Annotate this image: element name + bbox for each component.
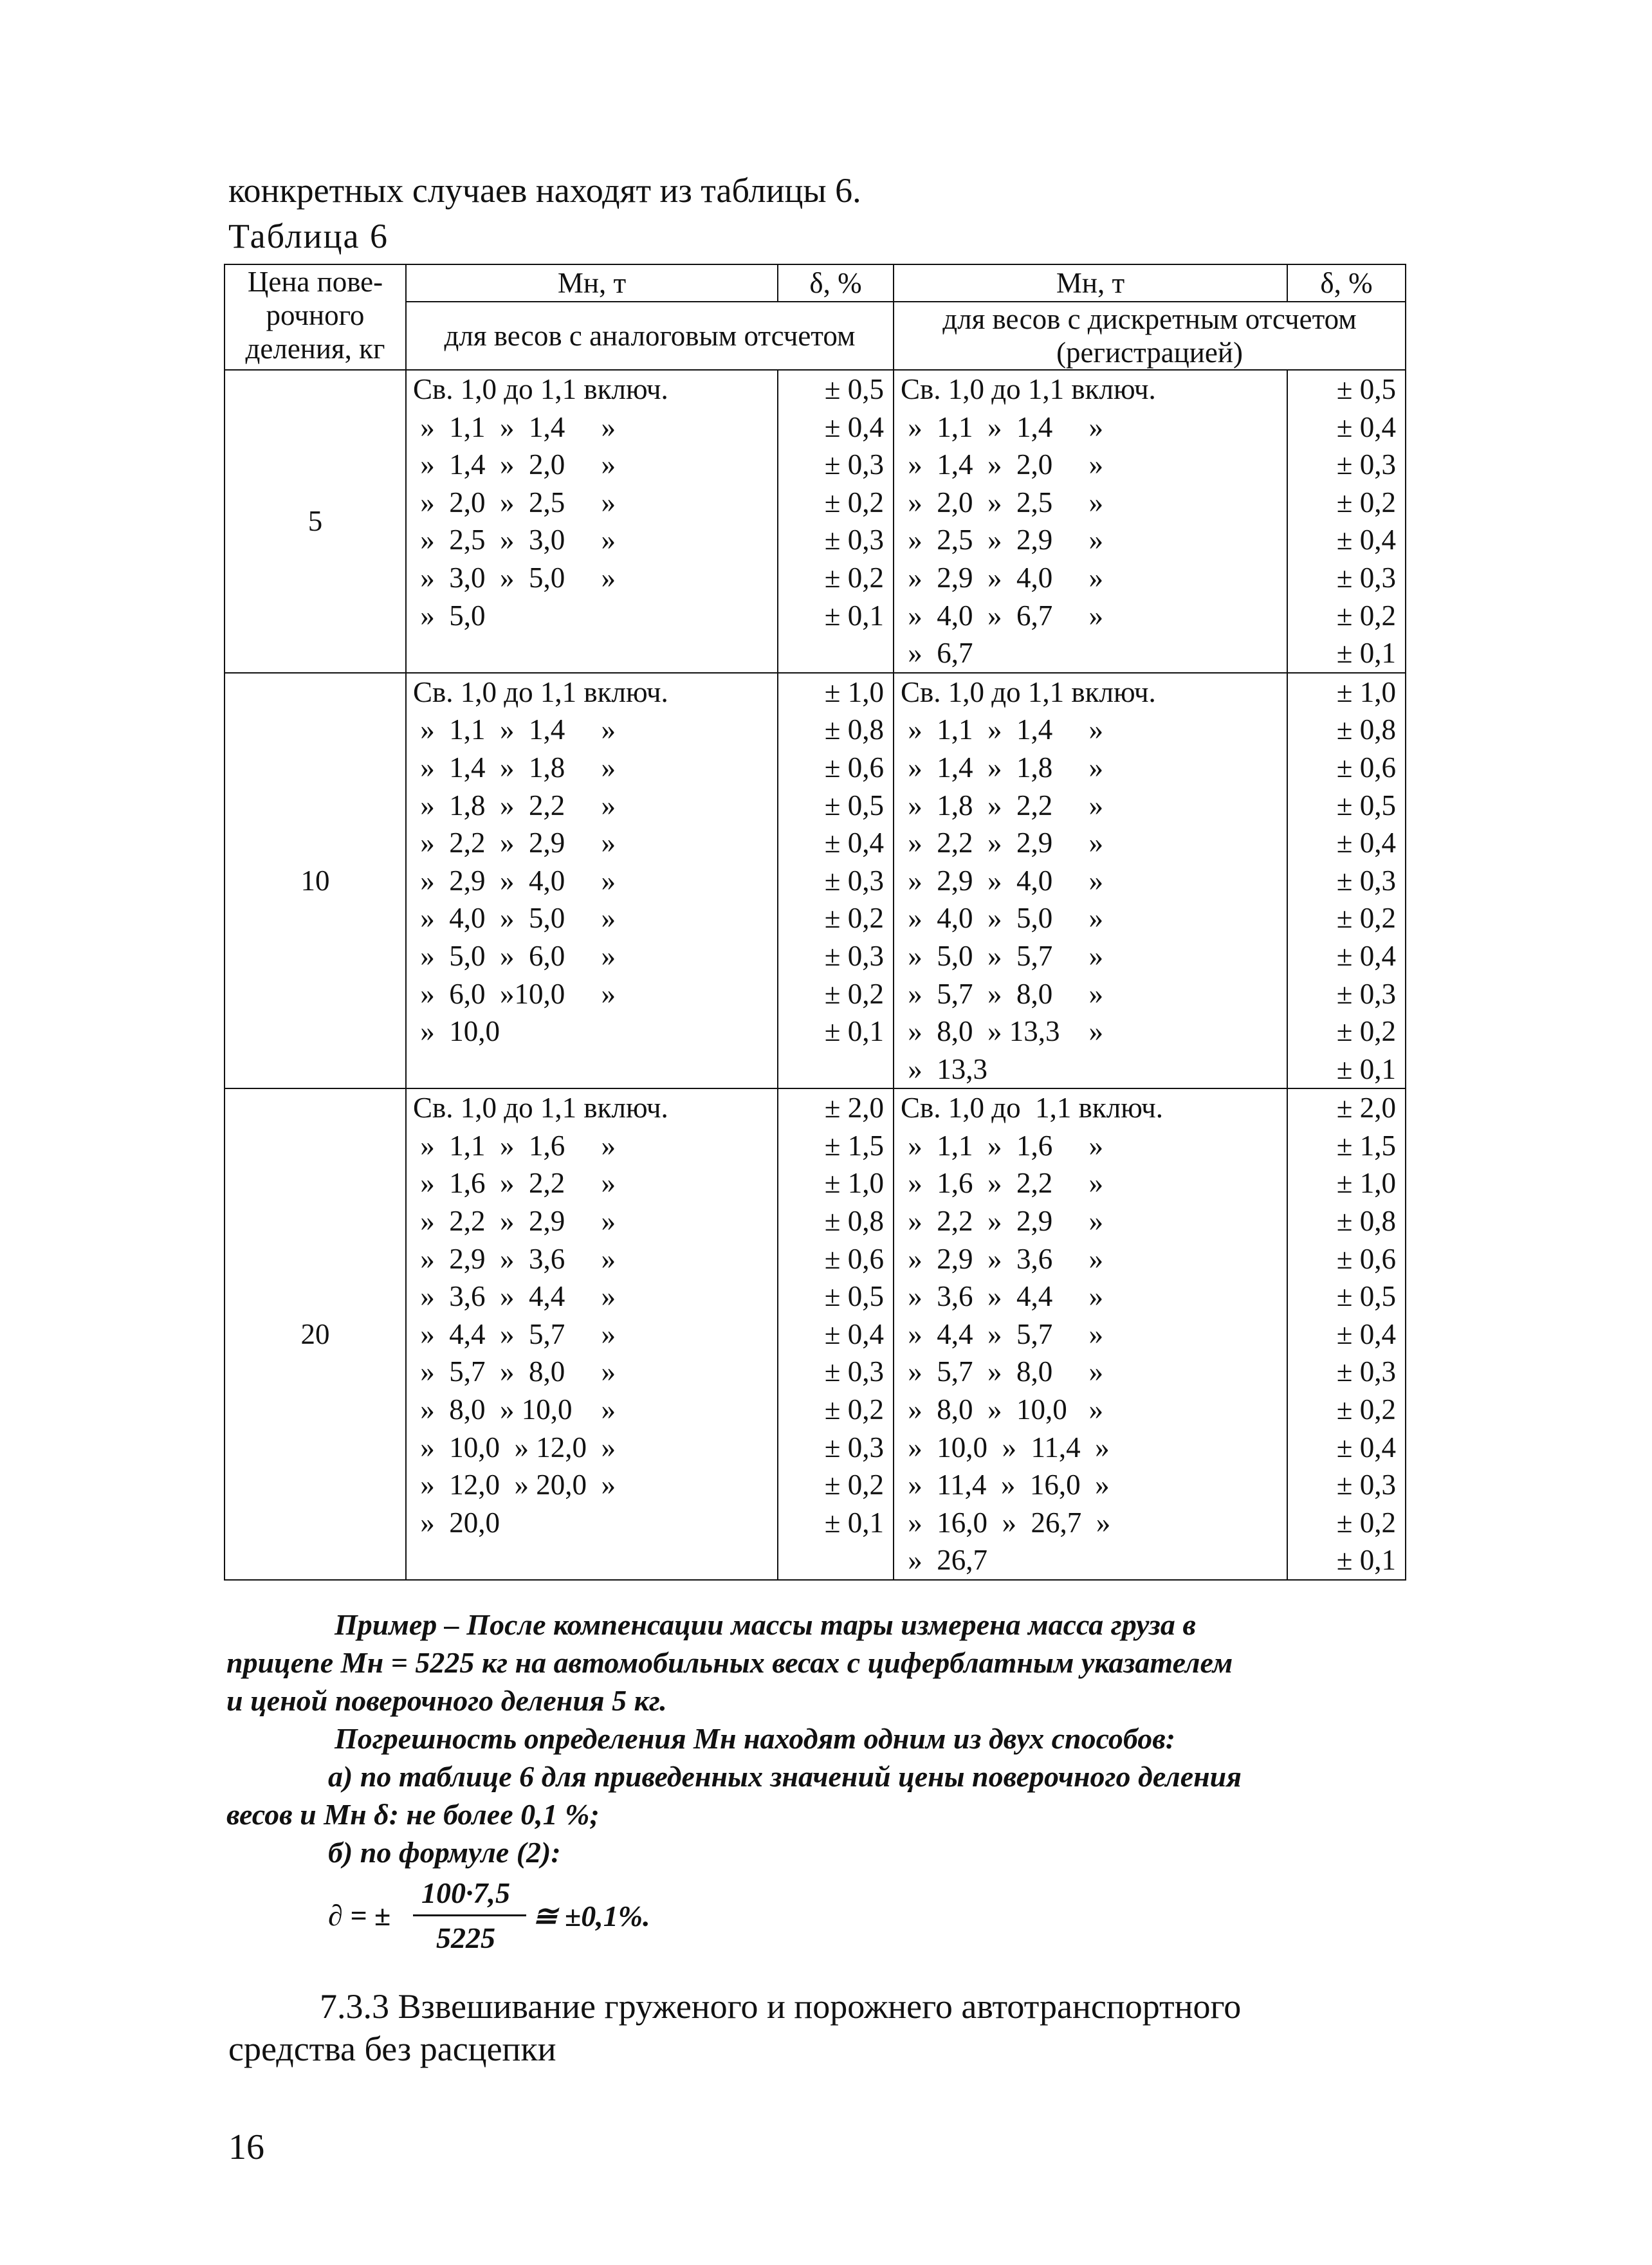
cell-line: ± 0,2 xyxy=(1336,1506,1396,1539)
cell-line: » 6,0 »10,0 » xyxy=(413,977,616,1010)
cell-line: » 13,3 xyxy=(901,1052,987,1085)
cell-line: ± 0,1 xyxy=(824,1506,884,1539)
cell-line: » 1,8 » 2,2 » xyxy=(413,789,616,821)
cell-line: » 4,4 » 5,7 » xyxy=(901,1317,1103,1350)
cell-line: ± 0,5 xyxy=(1336,789,1396,821)
cell-line: ± 0,1 xyxy=(1336,637,1396,670)
cell-line: ± 1,0 xyxy=(1336,675,1396,708)
header-cena-label: Цена пове- рочного деления, кг xyxy=(245,266,385,365)
header-delta-discrete: δ, % xyxy=(1287,264,1406,302)
cell-line: » 2,5 » 2,9 » xyxy=(901,524,1103,556)
cell-line: » 10,0 » 11,4 » xyxy=(901,1431,1110,1463)
cell-line: ± 0,5 xyxy=(824,1280,884,1313)
cell-line: ± 1,0 xyxy=(824,675,884,708)
cell-line: » 10,0 xyxy=(413,1015,500,1048)
cell-line: ± 0,2 xyxy=(824,1469,884,1501)
cell-line: ± 0,3 xyxy=(824,524,884,556)
analog-ranges xyxy=(406,370,778,673)
cell-line: » 1,4 » 1,8 » xyxy=(901,751,1103,784)
cell-line: » 8,0 » 13,3 » xyxy=(901,1015,1103,1048)
cell-line: ± 0,2 xyxy=(1336,486,1396,518)
cell-line: Св. 1,0 до 1,1 включ. xyxy=(413,373,668,405)
example-line-4: Погрешность определения Mн находят одним из двух способов: xyxy=(335,1722,1176,1755)
cell-line: ± 0,2 xyxy=(1336,599,1396,632)
cell-line: ± 1,0 xyxy=(824,1167,884,1200)
cell-line: ± 0,2 xyxy=(824,1393,884,1426)
header-cena xyxy=(225,264,406,370)
cell-line: ± 0,3 xyxy=(824,1431,884,1463)
cena-cell: 10 xyxy=(225,673,406,1089)
cena-cell: 20 xyxy=(225,1088,406,1580)
discrete-deltas xyxy=(1287,1088,1406,1580)
cell-line: » 2,9 » 4,0 » xyxy=(901,864,1103,897)
cell-line: ± 0,4 xyxy=(1336,524,1396,556)
header-mn-analog: Mн, т xyxy=(406,264,778,302)
cell-line: » 1,6 » 2,2 » xyxy=(413,1167,616,1200)
cell-line: ± 0,1 xyxy=(824,1015,884,1048)
cell-line: ± 0,4 xyxy=(1336,410,1396,443)
cell-line: ± 0,8 xyxy=(824,1205,884,1238)
cell-line: ± 0,1 xyxy=(824,599,884,632)
cell-line: » 1,1 » 1,6 » xyxy=(901,1129,1103,1162)
table-block-5 xyxy=(225,370,1406,673)
discrete-deltas xyxy=(1287,370,1406,673)
cell-line: ± 0,3 xyxy=(1336,448,1396,481)
cell-line: » 2,9 » 3,6 » xyxy=(413,1242,616,1275)
cell-line: » 1,6 » 2,2 » xyxy=(901,1167,1103,1200)
cell-line: ± 0,2 xyxy=(824,486,884,518)
cell-line: ± 0,2 xyxy=(1336,1015,1396,1048)
cell-line: » 5,7 » 8,0 » xyxy=(901,1355,1103,1388)
cell-line: Св. 1,0 до 1,1 включ. xyxy=(901,373,1156,405)
cell-line: ± 0,3 xyxy=(1336,977,1396,1010)
cell-line: » 5,7 » 8,0 » xyxy=(413,1355,616,1388)
analog-ranges xyxy=(406,1088,778,1580)
example-line-2: прицепе Mн = 5225 кг на автомобильных весах с циферблатным указателем xyxy=(226,1646,1233,1679)
header-group-discrete-label: для весов с дискретным отсчетом (регистрацией) xyxy=(942,303,1357,369)
cell-line: ± 0,8 xyxy=(1336,1205,1396,1238)
section-heading-line-2: средства без расцепки xyxy=(228,2030,556,2068)
cell-line: » 1,1 » 1,4 » xyxy=(901,410,1103,443)
cell-line: ± 1,5 xyxy=(824,1129,884,1162)
cell-line: ± 0,3 xyxy=(824,939,884,972)
cell-line: » 1,1 » 1,6 » xyxy=(413,1129,616,1162)
cell-line: » 5,7 » 8,0 » xyxy=(901,977,1103,1010)
cell-line: ± 0,2 xyxy=(824,977,884,1010)
cell-line: » 2,5 » 3,0 » xyxy=(413,524,616,556)
cell-line: ± 0,6 xyxy=(824,1242,884,1275)
cell-line: » 5,0 » 6,0 » xyxy=(413,939,616,972)
header-mn-discrete: Mн, т xyxy=(894,264,1287,302)
formula-numerator: 100·7,5 xyxy=(421,1876,510,1909)
cell-line: ± 0,4 xyxy=(1336,827,1396,859)
cell-line: » 1,4 » 2,0 » xyxy=(413,448,616,481)
cell-line: Св. 1,0 до 1,1 включ. xyxy=(901,675,1156,708)
cell-line: » 2,9 » 4,0 » xyxy=(413,864,616,897)
cell-line: » 5,0 xyxy=(413,599,486,632)
cell-line: ± 0,3 xyxy=(824,1355,884,1388)
cell-line: » 2,2 » 2,9 » xyxy=(901,1205,1103,1238)
cell-line: » 10,0 » 12,0 » xyxy=(413,1431,616,1463)
cell-line: ± 0,2 xyxy=(824,902,884,935)
cell-line: » 2,0 » 2,5 » xyxy=(901,486,1103,518)
example-line-7: б) по формуле (2): xyxy=(328,1836,561,1869)
cell-line: » 8,0 » 10,0 » xyxy=(901,1393,1103,1426)
cell-line: » 2,0 » 2,5 » xyxy=(413,486,616,518)
formula-denominator: 5225 xyxy=(436,1921,495,1954)
discrete-ranges xyxy=(894,1088,1287,1580)
table-6 xyxy=(224,264,1406,1581)
cell-line: ± 0,6 xyxy=(824,751,884,784)
discrete-ranges xyxy=(894,370,1287,673)
cell-line: ± 0,5 xyxy=(1336,373,1396,405)
cell-line: ± 0,4 xyxy=(1336,1431,1396,1463)
cell-line: » 1,4 » 1,8 » xyxy=(413,751,616,784)
cell-line: ± 0,2 xyxy=(1336,902,1396,935)
cell-line: » 4,0 » 5,0 » xyxy=(901,902,1103,935)
cell-line: » 1,1 » 1,4 » xyxy=(901,713,1103,746)
cell-line: » 2,9 » 3,6 » xyxy=(901,1242,1103,1275)
cell-line: ± 0,5 xyxy=(1336,1280,1396,1313)
cell-line: ± 1,5 xyxy=(1336,1129,1396,1162)
cell-line: » 4,4 » 5,7 » xyxy=(413,1317,616,1350)
cell-line: ± 0,6 xyxy=(1336,1242,1396,1275)
analog-deltas xyxy=(778,1088,894,1580)
table-caption: Таблица 6 xyxy=(228,217,389,255)
cell-line: ± 0,3 xyxy=(1336,1469,1396,1501)
analog-ranges xyxy=(406,673,778,1089)
cell-line: ± 2,0 xyxy=(824,1092,884,1124)
cell-line: » 20,0 xyxy=(413,1506,500,1539)
example-line-3: и ценой поверочного деления 5 кг. xyxy=(226,1684,667,1717)
section-heading-line-1: 7.3.3 Взвешивание груженого и порожнего автотранспортного xyxy=(320,1987,1242,2026)
cell-line: » 3,0 » 5,0 » xyxy=(413,561,616,594)
cell-line: Св. 1,0 до 1,1 включ. xyxy=(413,1092,668,1124)
cell-line: » 3,6 » 4,4 » xyxy=(413,1280,616,1313)
cell-line: Св. 1,0 до 1,1 включ. xyxy=(901,1092,1164,1124)
analog-deltas xyxy=(778,673,894,1089)
cell-line: » 5,0 » 5,7 » xyxy=(901,939,1103,972)
table-block-20 xyxy=(225,1088,1406,1580)
cell-line: ± 0,4 xyxy=(824,1317,884,1350)
table-block-10 xyxy=(225,673,1406,1089)
cell-line: ± 2,0 xyxy=(1336,1092,1396,1124)
intro-text: конкретных случаев находят из таблицы 6. xyxy=(228,171,861,210)
cell-line: Св. 1,0 до 1,1 включ. xyxy=(413,675,668,708)
cell-line: ± 0,6 xyxy=(1336,751,1396,784)
cell-line: » 2,2 » 2,9 » xyxy=(413,1205,616,1238)
cell-line: ± 0,2 xyxy=(824,561,884,594)
discrete-ranges xyxy=(894,673,1287,1089)
cell-line: » 4,0 » 5,0 » xyxy=(413,902,616,935)
cell-line: » 2,2 » 2,9 » xyxy=(413,827,616,859)
cell-line: » 1,1 » 1,4 » xyxy=(413,713,616,746)
cell-line: » 6,7 xyxy=(901,637,973,670)
cell-line: » 12,0 » 20,0 » xyxy=(413,1469,616,1501)
discrete-deltas xyxy=(1287,673,1406,1089)
example-line-5: а) по таблице 6 для приведенных значений цены поверочного деления xyxy=(328,1760,1242,1793)
cell-line: » 2,2 » 2,9 » xyxy=(901,827,1103,859)
cell-line: ± 0,3 xyxy=(824,864,884,897)
cell-line: » 1,1 » 1,4 » xyxy=(413,410,616,443)
cell-line: ± 0,5 xyxy=(824,789,884,821)
analog-deltas xyxy=(778,370,894,673)
cena-cell: 5 xyxy=(225,370,406,673)
cell-line: » 8,0 » 10,0 » xyxy=(413,1393,616,1426)
cell-line: ± 0,3 xyxy=(1336,561,1396,594)
cell-line: » 1,4 » 2,0 » xyxy=(901,448,1103,481)
formula-rhs: ≅ ±0,1%. xyxy=(533,1900,650,1932)
cell-line: » 16,0 » 26,7 » xyxy=(901,1506,1111,1539)
cell-line: » 3,6 » 4,4 » xyxy=(901,1280,1103,1313)
cell-line: ± 0,2 xyxy=(1336,1393,1396,1426)
page-number: 16 xyxy=(228,2127,264,2167)
fraction-bar xyxy=(413,1914,526,1916)
cell-line: ± 0,5 xyxy=(824,373,884,405)
cell-line: ± 0,4 xyxy=(1336,939,1396,972)
cell-line: ± 0,3 xyxy=(1336,864,1396,897)
formula xyxy=(328,1869,688,1959)
cell-line: ± 0,3 xyxy=(824,448,884,481)
cell-line: » 2,9 » 4,0 » xyxy=(901,561,1103,594)
header-group-discrete xyxy=(894,302,1406,370)
cell-line: ± 1,0 xyxy=(1336,1167,1396,1200)
example-line-1: Пример – После компенсации массы тары измерена масса груза в xyxy=(335,1608,1196,1641)
cell-line: ± 0,1 xyxy=(1336,1544,1396,1577)
formula-lhs: ∂ = ± xyxy=(328,1899,391,1932)
cell-line: » 26,7 xyxy=(901,1544,987,1577)
cell-line: » 11,4 » 16,0 » xyxy=(901,1469,1110,1501)
cell-line: ± 0,1 xyxy=(1336,1052,1396,1085)
cell-line: ± 0,3 xyxy=(1336,1355,1396,1388)
example-line-6: весов и Mн δ: не более 0,1 %; xyxy=(226,1798,600,1831)
header-delta-analog: δ, % xyxy=(778,264,894,302)
cell-line: ± 0,8 xyxy=(1336,713,1396,746)
cell-line: ± 0,4 xyxy=(824,410,884,443)
cell-line: » 1,8 » 2,2 » xyxy=(901,789,1103,821)
header-group-analog: для весов с аналоговым отсчетом xyxy=(406,302,894,370)
cell-line: » 4,0 » 6,7 » xyxy=(901,599,1103,632)
cell-line: ± 0,4 xyxy=(824,827,884,859)
cell-line: ± 0,4 xyxy=(1336,1317,1396,1350)
cell-line: ± 0,8 xyxy=(824,713,884,746)
